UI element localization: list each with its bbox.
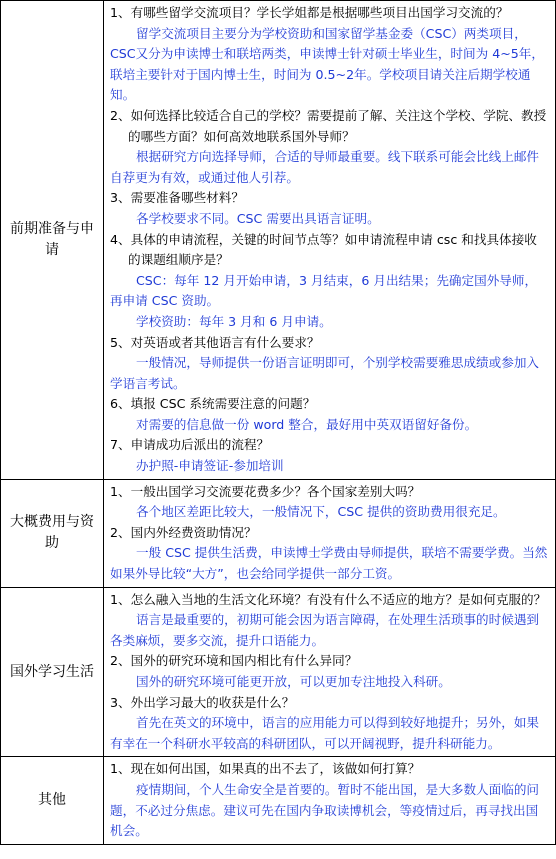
question-text: 1、一般出国学习交流要花费多少？各个国家差别大吗？ [110,483,421,499]
answer-text: 各个地区差距比较大，一般情况下，CSC 提供的资助费用很充足。 [136,504,506,520]
answer-text: CSC：每年 12 月开始申请，3 月结束，6 月出结果；先确定国外导师，再申请 CSC 资助。 [110,272,538,309]
answer-text: 语言是最重要的，初期可能会因为语言障碍，在处理生活琐事的时候遇到各类麻烦，要多交流，提升口语能力。 [110,612,539,648]
answer-text: 首先在英文的环境中，语言的应用能力可以得到较好地提升；另外，如果有幸在一个科研水平较高的科研团队，可以开阔视野，提升科研能力。 [110,715,539,751]
section-content [104,757,556,844]
section-content [104,479,556,587]
question-text: 7、申请成功后派出的流程？ [110,437,270,453]
question-text: 1、怎么融入当地的生活文化环境？有没有什么不适应的地方？是如何克服的？ [110,591,547,607]
answer-text: 各学校要求不同。CSC 需要出具语言证明。 [136,210,380,226]
answer-text: 根据研究方向选择导师，合适的导师最重要。线下联系可能会比线上邮件自荐更为有效，或通过他人引荐。 [110,149,539,185]
question-text: 3、外出学习最大的收获是什么？ [110,694,295,710]
answer-text: 国外的研究环境可能更开放，可以更加专注地投入科研。 [136,674,451,689]
section-content [104,587,556,757]
answer-text: 留学交流项目主要分为学校资助和国家留学基金委（CSC）两类项目，CSC又分为申读博士和联培两类，申读博士针对硕士毕业生，时间为 4~5年，联培主要针对于国内博士生，时间为 0.5~2年。学校项目请关注后期学校通知。 [110,25,544,103]
faq-table-body [1,1,556,845]
question-text: 5、对英语或者其他语言有什么要求？ [110,334,320,350]
section-content [104,1,556,480]
section-row [1,1,556,480]
section-category: 大概费用与资助 [1,479,104,587]
question-text: 2、国内外经费资助情况？ [110,524,257,540]
section-row [1,479,556,587]
question-text: 4、具体的申请流程，关键的时间节点等？如申请流程申请 csc 和找具体接收的课题组顺序是？ [110,231,537,268]
question-text: 1、现在如何出国，如果真的出不去了，该做如何打算？ [110,761,421,777]
section-category: 前期准备与申请 [1,1,104,480]
answer-text: 一般情况，导师提供一份语言证明即可，个别学校需要雅思成绩或参加入学语言考试。 [110,355,539,391]
answer-text: 学校资助：每年 3 月和 6 月申请。 [136,313,332,329]
section-category: 其他 [1,757,104,844]
section-category: 国外学习生活 [1,587,104,757]
answer-text: 一般 CSC 提供生活费，申读博士学费由导师提供，联培不需要学费。当然如果外导比较“大方”，也会给同学提供一部分工资。 [110,545,548,582]
question-text: 6、填报 CSC 系统需要注意的问题？ [110,396,316,412]
section-row [1,587,556,757]
question-text: 3、需要准备哪些材料？ [110,190,244,206]
section-row [1,757,556,844]
question-text: 2、如何选择比较适合自己的学校？需要提前了解、关注这个学校、学院、教授的哪些方面？如何高效地联系国外导师？ [110,107,547,144]
question-text: 1、有哪些留学交流项目？学长学姐都是根据哪些项目出国学习交流的？ [110,5,509,20]
answer-text: 疫情期间，个人生命安全是首要的。暂时不能出国，是大多数人面临的问题，不必过分焦虑。建议可先在国内争取读博机会，等疫情过后，再寻找出国机会。 [110,781,539,839]
answer-text: 对需要的信息做一份 word 整合，最好用中英双语留好备份。 [136,416,478,432]
answer-text: 办护照-申请签证-参加培训 [136,458,284,474]
question-text: 2、国外的研究环境和国内相比有什么异同？ [110,653,358,669]
